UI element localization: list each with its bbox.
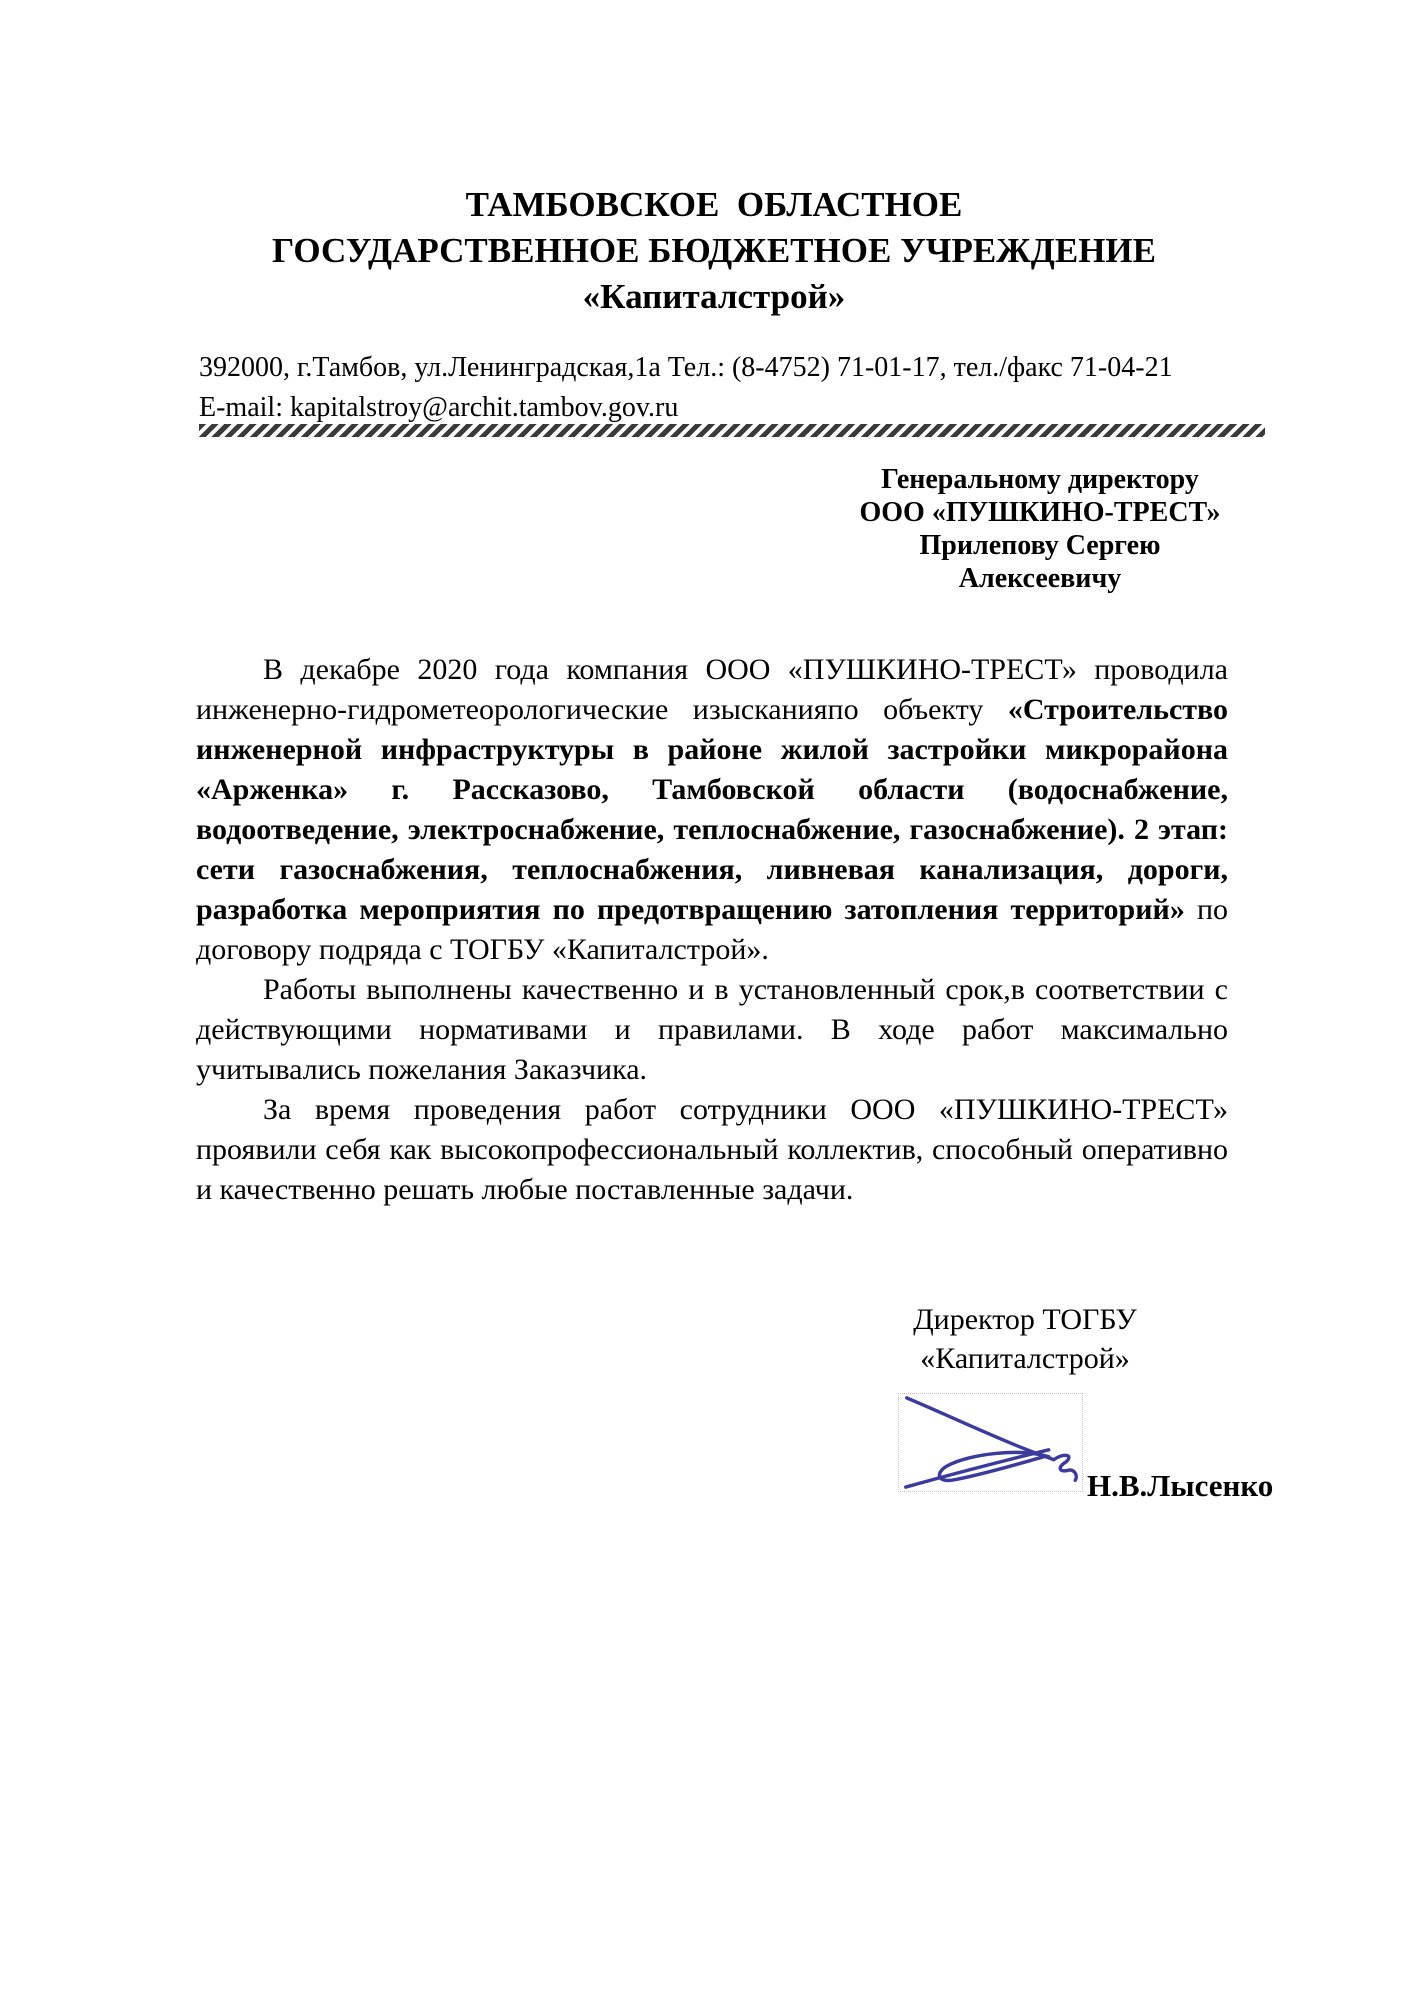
body-segment: За время проведения работ сотрудники ООО «ПУШКИНО-ТРЕСТ» проявили себя как высокопрофессиональный коллектив, способный оперативно и качественно решать любые поставленные задачи. (196, 1093, 1228, 1206)
org-name-line3: «Капиталстрой» (582, 277, 846, 316)
body-paragraph (196, 650, 1228, 970)
body-segment: по договору подряда с ТОГБУ «Капиталстрой». (196, 893, 1228, 966)
email-line: E-mail: kapitalstroy@archit.tambov.gov.ru (199, 392, 679, 423)
signatory-title (865, 1300, 1185, 1378)
body-segment-bold: «Строительство инженерной инфраструктуры в районе жилой застройки микрорайона «Арженка» г. Рассказово, Тамбовской области (водоснабжение, водоотведение, электроснабжение, теплоснабжение, газоснабжение). 2 этап: сети газоснабжения, теплоснабжения, ливневая канализация, дороги, разработка мероприятия по предотвращению затопления территорий» (196, 693, 1228, 926)
signature-box (898, 1393, 1083, 1492)
recipient-block (845, 463, 1235, 595)
body-paragraph (196, 1090, 1228, 1210)
contact-block (199, 348, 1229, 428)
recipient-position: Генеральному директору (881, 464, 1199, 495)
recipient-company: ООО «ПУШКИНО-ТРЕСТ» (859, 497, 1221, 528)
signature-scribble (899, 1394, 1082, 1491)
signatory-title-line1: Директор ТОГБУ (913, 1303, 1137, 1336)
signatory-title-line2: «Капиталстрой» (920, 1342, 1130, 1375)
body-segment: В декабре 2020 года компания ООО «ПУШКИНО-ТРЕСТ» проводила инженерно-гидрометеорологические изысканияпо объекту (196, 653, 1228, 726)
address-line: 392000, г.Тамбов, ул.Ленинградская,1а Тел.: (8-4752) 71-01-17, тел./факс 71-04-21 (199, 352, 1173, 383)
body-segment: Работы выполнены качественно и в установленный срок,в соответствии с действующими нормативами и правилами. В ходе работ максимально учитывались пожелания Заказчика. (196, 973, 1228, 1086)
org-name-line2: ГОСУДАРСТВЕННОЕ БЮДЖЕТНОЕ УЧРЕЖДЕНИЕ (271, 231, 1156, 270)
org-header (199, 182, 1229, 320)
org-name-line1: ТАМБОВСКОЕ ОБЛАСТНОЕ (465, 185, 963, 224)
hatched-divider (199, 424, 1265, 437)
signatory-name: Н.В.Лысенко (1087, 1468, 1274, 1503)
recipient-name: Прилепову Сергею Алексеевичу (919, 530, 1161, 594)
body-paragraph (196, 970, 1228, 1090)
letter-body (196, 650, 1228, 1210)
